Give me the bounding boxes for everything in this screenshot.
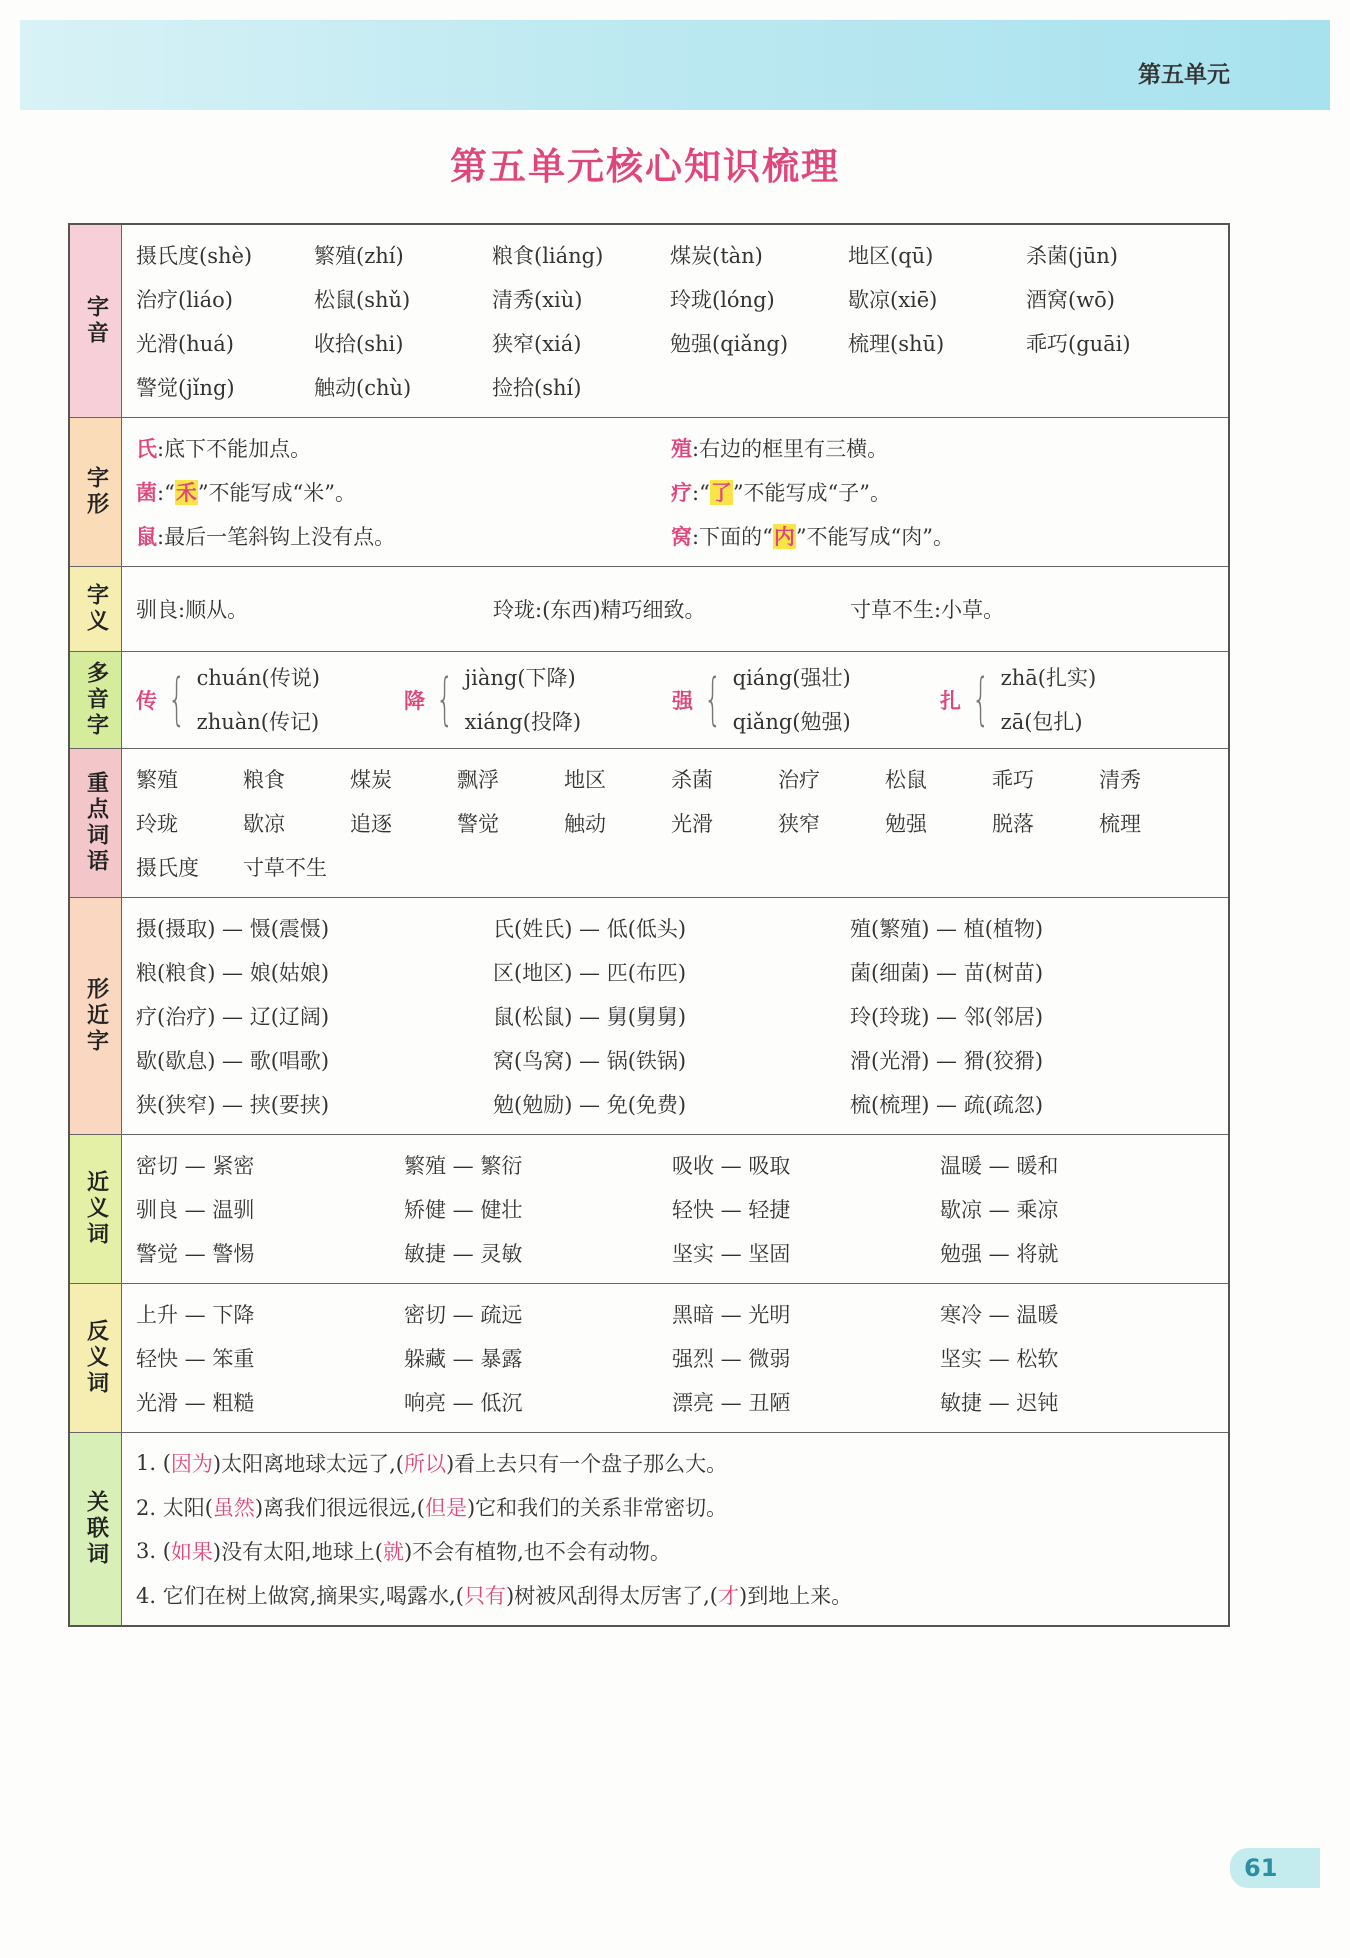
ci-yu-row bbox=[136, 757, 1228, 801]
zi-yi-item: 驯良:顺从。 bbox=[136, 598, 249, 622]
section-jin-yi bbox=[70, 1134, 1228, 1283]
xing-jin-item: 玲(玲珑) — 邻(邻居) bbox=[850, 1005, 1044, 1029]
xing-jin-item: 鼠(松鼠) — 舅(舅舅) bbox=[493, 1005, 687, 1029]
xing-jin-item: 区(地区) — 匹(布匹) bbox=[493, 961, 687, 985]
conjunction-answer: 所以 bbox=[403, 1452, 446, 1476]
ci-yu-row bbox=[136, 801, 1228, 845]
zi-xing-highlight: 内 bbox=[773, 524, 795, 549]
duo-yin-item bbox=[672, 656, 940, 744]
guan-lian-text: )到地上来。 bbox=[739, 1584, 853, 1608]
section-xing-jin bbox=[70, 897, 1228, 1134]
fan-yi-item: 敏捷 — 迟钝 bbox=[940, 1391, 1059, 1415]
xing-jin-item: 摄(摄取) — 慑(震慑) bbox=[136, 917, 330, 941]
zi-xing-row bbox=[136, 426, 1228, 470]
zi-yi-content bbox=[122, 567, 1228, 651]
ci-yu-item: 摄氏度 bbox=[136, 856, 199, 880]
jin-yi-content bbox=[122, 1135, 1228, 1283]
unit-label: 第五单元 bbox=[1138, 62, 1230, 88]
ci-yu-item: 勉强 bbox=[885, 812, 927, 836]
xing-jin-item: 疗(治疗) — 辽(辽阔) bbox=[136, 1005, 330, 1029]
zi-xing-note: :右边的框里有三横。 bbox=[692, 437, 889, 461]
guan-lian-line bbox=[136, 1529, 1228, 1573]
section-label: 反义词 bbox=[70, 1284, 122, 1432]
zi-xing-char: 殖 bbox=[671, 436, 692, 461]
zi-yin-item: 勉强(qiǎng) bbox=[670, 332, 789, 356]
section-zi-yin bbox=[70, 225, 1228, 417]
xing-jin-row bbox=[136, 1038, 1228, 1082]
fan-yi-item: 躲藏 — 暴露 bbox=[404, 1347, 523, 1371]
zi-yin-content bbox=[122, 225, 1228, 417]
zi-xing-char: 窝 bbox=[671, 524, 692, 549]
section-label: 字音 bbox=[70, 225, 122, 417]
zi-xing-note: ”不能写成“米”。 bbox=[197, 481, 357, 505]
ci-yu-content bbox=[122, 749, 1228, 897]
section-guan-lian bbox=[70, 1432, 1228, 1625]
duo-yin-char: 降 bbox=[404, 688, 425, 713]
ci-yu-item: 玲珑 bbox=[136, 812, 178, 836]
guan-lian-text: )它和我们的关系非常密切。 bbox=[466, 1496, 728, 1520]
zi-xing-char: 菌 bbox=[136, 480, 157, 505]
section-label: 字形 bbox=[70, 418, 122, 566]
section-label: 近义词 bbox=[70, 1135, 122, 1283]
zi-xing-char: 鼠 bbox=[136, 524, 157, 549]
ci-yu-item: 寸草不生 bbox=[243, 856, 327, 880]
xing-jin-item: 滑(光滑) — 猾(狡猾) bbox=[850, 1049, 1044, 1073]
zi-yi-item: 寸草不生:小草。 bbox=[850, 598, 1005, 622]
fan-yi-row bbox=[136, 1380, 1228, 1424]
zi-yin-item: 捡拾(shí) bbox=[492, 376, 582, 400]
ci-yu-item: 地区 bbox=[564, 768, 606, 792]
jin-yi-item: 密切 — 紧密 bbox=[136, 1154, 255, 1178]
zi-yin-row bbox=[136, 277, 1228, 321]
xing-jin-item: 氏(姓氏) — 低(低头) bbox=[493, 917, 687, 941]
ci-yu-item: 治疗 bbox=[778, 768, 820, 792]
zi-yin-item: 粮食(liáng) bbox=[492, 244, 604, 268]
guan-lian-text: 4. 它们在树上做窝,摘果实,喝露水,( bbox=[136, 1584, 464, 1608]
xing-jin-item: 殖(繁殖) — 植(植物) bbox=[850, 917, 1044, 941]
ci-yu-item: 飘浮 bbox=[457, 768, 499, 792]
zi-xing-note: :“ bbox=[157, 481, 175, 505]
guan-lian-text: )没有太阳,地球上( bbox=[212, 1540, 383, 1564]
section-label: 字义 bbox=[70, 567, 122, 651]
guan-lian-line bbox=[136, 1573, 1228, 1617]
zi-yi-item: 玲珑:(东西)精巧细致。 bbox=[493, 598, 706, 622]
xing-jin-row bbox=[136, 994, 1228, 1038]
zi-yin-item: 玲珑(lóng) bbox=[670, 288, 775, 312]
zi-xing-note: ”不能写成“子”。 bbox=[732, 481, 892, 505]
zi-xing-note: ”不能写成“肉”。 bbox=[795, 525, 955, 549]
fan-yi-item: 黑暗 — 光明 bbox=[672, 1303, 791, 1327]
jin-yi-item: 敏捷 — 灵敏 bbox=[404, 1242, 523, 1266]
guan-lian-text: )不会有植物,也不会有动物。 bbox=[403, 1540, 671, 1564]
header-banner bbox=[20, 20, 1330, 110]
brace-icon: { bbox=[703, 667, 722, 732]
xing-jin-item: 狭(狭窄) — 挟(要挟) bbox=[136, 1093, 330, 1117]
zi-yin-item: 治疗(liáo) bbox=[136, 288, 233, 312]
zi-xing-char: 疗 bbox=[671, 480, 692, 505]
section-fan-yi bbox=[70, 1283, 1228, 1432]
fan-yi-item: 漂亮 — 丑陋 bbox=[672, 1391, 791, 1415]
zi-yin-item: 狭窄(xiá) bbox=[492, 332, 582, 356]
ci-yu-item: 脱落 bbox=[992, 812, 1034, 836]
ci-yu-item: 梳理 bbox=[1099, 812, 1141, 836]
zi-xing-highlight: 了 bbox=[710, 480, 732, 505]
fan-yi-content bbox=[122, 1284, 1228, 1432]
ci-yu-item: 狭窄 bbox=[778, 812, 820, 836]
duo-yin-readings bbox=[733, 656, 851, 744]
guan-lian-text: )离我们很远很远,( bbox=[254, 1496, 425, 1520]
zi-xing-row bbox=[136, 514, 1228, 558]
zi-yin-row bbox=[136, 365, 1228, 409]
fan-yi-item: 上升 — 下降 bbox=[136, 1303, 255, 1327]
ci-yu-item: 歇凉 bbox=[243, 812, 285, 836]
guan-lian-line bbox=[136, 1441, 1228, 1485]
section-zi-yi bbox=[70, 566, 1228, 651]
zi-yin-item: 乖巧(guāi) bbox=[1026, 332, 1131, 356]
fan-yi-item: 光滑 — 粗糙 bbox=[136, 1391, 255, 1415]
duo-yin-readings bbox=[1001, 656, 1097, 744]
fan-yi-item: 轻快 — 笨重 bbox=[136, 1347, 255, 1371]
xing-jin-content bbox=[122, 898, 1228, 1134]
ci-yu-item: 清秀 bbox=[1099, 768, 1141, 792]
ci-yu-item: 繁殖 bbox=[136, 768, 178, 792]
zi-yin-item: 煤炭(tàn) bbox=[670, 244, 763, 268]
ci-yu-item: 乖巧 bbox=[992, 768, 1034, 792]
duo-yin-char: 扎 bbox=[940, 688, 961, 713]
zi-xing-char: 氏 bbox=[136, 436, 157, 461]
conjunction-answer: 就 bbox=[382, 1540, 404, 1564]
zi-yin-item: 收拾(shi) bbox=[314, 332, 404, 356]
brace-icon: { bbox=[435, 667, 454, 732]
conjunction-answer: 如果 bbox=[170, 1540, 213, 1564]
ci-yu-item: 光滑 bbox=[671, 812, 713, 836]
xing-jin-item: 窝(鸟窝) — 锅(铁锅) bbox=[493, 1049, 687, 1073]
ci-yu-item: 追逐 bbox=[350, 812, 392, 836]
zi-yin-item: 繁殖(zhí) bbox=[314, 244, 404, 268]
page-number: 61 bbox=[1230, 1848, 1320, 1888]
duo-yin-content bbox=[122, 652, 1228, 748]
jin-yi-row bbox=[136, 1231, 1228, 1275]
duo-yin-reading: zā(包扎) bbox=[1000, 710, 1083, 734]
zi-xing-item bbox=[136, 477, 671, 507]
zi-xing-item bbox=[671, 521, 1206, 551]
zi-yin-item: 光滑(huá) bbox=[136, 332, 234, 356]
zi-xing-note: :“ bbox=[692, 481, 710, 505]
fan-yi-item: 坚实 — 松软 bbox=[940, 1347, 1059, 1371]
xing-jin-row bbox=[136, 950, 1228, 994]
zi-yin-item: 歇凉(xiē) bbox=[848, 288, 938, 312]
ci-yu-item: 煤炭 bbox=[350, 768, 392, 792]
zi-xing-item bbox=[136, 433, 671, 463]
conjunction-answer: 才 bbox=[718, 1584, 739, 1608]
section-label: 多音字 bbox=[70, 652, 122, 748]
zi-yin-row bbox=[136, 233, 1228, 277]
zi-xing-item bbox=[136, 521, 671, 551]
section-label: 关联词 bbox=[70, 1433, 122, 1625]
ci-yu-row bbox=[136, 845, 1228, 889]
section-label: 重点词语 bbox=[70, 749, 122, 897]
zi-yin-item: 杀菌(jūn) bbox=[1026, 244, 1118, 268]
guan-lian-content bbox=[122, 1433, 1228, 1625]
duo-yin-readings bbox=[197, 656, 320, 744]
conjunction-answer: 但是 bbox=[424, 1496, 467, 1520]
duo-yin-char: 强 bbox=[672, 688, 693, 713]
jin-yi-row bbox=[136, 1187, 1228, 1231]
ci-yu-item: 警觉 bbox=[457, 812, 499, 836]
guan-lian-text: 2. 太阳( bbox=[136, 1496, 213, 1520]
guan-lian-text: )太阳离地球太远了,( bbox=[212, 1452, 404, 1476]
jin-yi-item: 吸收 — 吸取 bbox=[672, 1154, 791, 1178]
ci-yu-item: 触动 bbox=[564, 812, 606, 836]
zi-xing-item bbox=[671, 477, 1206, 507]
jin-yi-item: 矫健 — 健壮 bbox=[404, 1198, 523, 1222]
jin-yi-item: 繁殖 — 繁衍 bbox=[404, 1154, 523, 1178]
guan-lian-text: 3. ( bbox=[136, 1539, 171, 1563]
jin-yi-item: 轻快 — 轻捷 bbox=[672, 1198, 791, 1222]
duo-yin-reading: qiǎng(勉强) bbox=[732, 710, 851, 734]
zi-yin-item: 梳理(shū) bbox=[848, 332, 945, 356]
jin-yi-item: 警觉 — 警惕 bbox=[136, 1242, 255, 1266]
zi-xing-row bbox=[136, 470, 1228, 514]
jin-yi-item: 歇凉 — 乘凉 bbox=[940, 1198, 1059, 1222]
duo-yin-reading: chuán(传说) bbox=[196, 666, 320, 690]
fan-yi-item: 密切 — 疏远 bbox=[404, 1303, 523, 1327]
page-title: 第五单元核心知识梳理 bbox=[450, 145, 840, 188]
fan-yi-row bbox=[136, 1292, 1228, 1336]
zi-xing-note: :下面的“ bbox=[692, 525, 773, 549]
fan-yi-item: 强烈 — 微弱 bbox=[672, 1347, 791, 1371]
zi-xing-note: :最后一笔斜钩上没有点。 bbox=[157, 525, 396, 549]
duo-yin-reading: xiáng(投降) bbox=[464, 710, 582, 734]
duo-yin-item bbox=[404, 656, 672, 744]
jin-yi-item: 勉强 — 将就 bbox=[940, 1242, 1059, 1266]
xing-jin-item: 歇(歇息) — 歌(唱歌) bbox=[136, 1049, 330, 1073]
section-label: 形近字 bbox=[70, 898, 122, 1134]
section-ci-yu bbox=[70, 748, 1228, 897]
zi-yin-row bbox=[136, 321, 1228, 365]
xing-jin-item: 梳(梳理) — 疏(疏忽) bbox=[850, 1093, 1044, 1117]
fan-yi-item: 响亮 — 低沉 bbox=[404, 1391, 523, 1415]
conjunction-answer: 只有 bbox=[463, 1584, 506, 1608]
zi-xing-content bbox=[122, 418, 1228, 566]
xing-jin-row bbox=[136, 1082, 1228, 1126]
jin-yi-row bbox=[136, 1143, 1228, 1187]
guan-lian-text: 1. ( bbox=[136, 1451, 171, 1475]
jin-yi-item: 温暖 — 暖和 bbox=[940, 1154, 1059, 1178]
zi-xing-item bbox=[671, 433, 1206, 463]
jin-yi-item: 驯良 — 温驯 bbox=[136, 1198, 255, 1222]
zi-yin-item: 酒窝(wō) bbox=[1026, 288, 1116, 312]
ci-yu-item: 杀菌 bbox=[671, 768, 713, 792]
guan-lian-text: )树被风刮得太厉害了,( bbox=[505, 1584, 718, 1608]
zi-xing-highlight: 禾 bbox=[175, 480, 197, 505]
guan-lian-text: )看上去只有一个盘子那么大。 bbox=[445, 1452, 728, 1476]
brace-icon: { bbox=[167, 667, 186, 732]
zi-yin-item: 地区(qū) bbox=[848, 244, 934, 268]
jin-yi-item: 坚实 — 坚固 bbox=[672, 1242, 791, 1266]
conjunction-answer: 虽然 bbox=[212, 1496, 255, 1520]
duo-yin-reading: qiáng(强壮) bbox=[732, 666, 851, 690]
duo-yin-reading: zhā(扎实) bbox=[1000, 666, 1097, 690]
duo-yin-char: 传 bbox=[136, 688, 157, 713]
duo-yin-item bbox=[136, 656, 404, 744]
zi-yin-item: 触动(chù) bbox=[314, 376, 412, 400]
duo-yin-item bbox=[940, 656, 1208, 744]
duo-yin-readings bbox=[465, 656, 581, 744]
ci-yu-item: 松鼠 bbox=[885, 768, 927, 792]
xing-jin-item: 勉(勉励) — 免(免费) bbox=[493, 1093, 687, 1117]
section-duo-yin bbox=[70, 651, 1228, 748]
zi-yin-item: 摄氏度(shè) bbox=[136, 244, 253, 268]
knowledge-table bbox=[68, 223, 1230, 1627]
fan-yi-row bbox=[136, 1336, 1228, 1380]
conjunction-answer: 因为 bbox=[170, 1452, 213, 1476]
xing-jin-row bbox=[136, 906, 1228, 950]
zi-yin-item: 警觉(jǐng) bbox=[136, 376, 235, 400]
xing-jin-item: 菌(细菌) — 苗(树苗) bbox=[850, 961, 1044, 985]
zi-yin-item: 松鼠(shǔ) bbox=[314, 288, 411, 312]
duo-yin-reading: zhuàn(传记) bbox=[196, 710, 320, 734]
guan-lian-line bbox=[136, 1485, 1228, 1529]
zi-xing-note: :底下不能加点。 bbox=[157, 437, 312, 461]
ci-yu-item: 粮食 bbox=[243, 768, 285, 792]
brace-icon: { bbox=[971, 667, 990, 732]
xing-jin-item: 粮(粮食) — 娘(姑娘) bbox=[136, 961, 330, 985]
section-zi-xing bbox=[70, 417, 1228, 566]
fan-yi-item: 寒冷 — 温暖 bbox=[940, 1303, 1059, 1327]
zi-yin-item: 清秀(xiù) bbox=[492, 288, 583, 312]
duo-yin-reading: jiàng(下降) bbox=[464, 666, 576, 690]
